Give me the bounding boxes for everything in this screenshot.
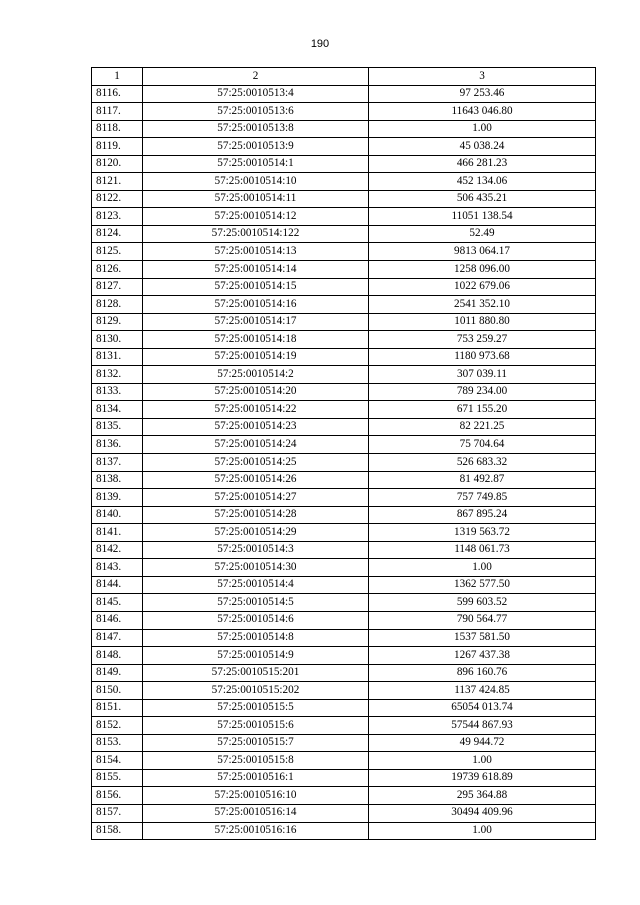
table-row: [92, 454, 596, 472]
row-number-cell: 8139.: [92, 489, 143, 507]
row-number-cell: 8155.: [92, 769, 143, 787]
row-number-cell: 8156.: [92, 787, 143, 805]
cadastral-number-cell: 57:25:0010514:6: [143, 611, 369, 629]
cadastral-number-cell: 57:25:0010514:17: [143, 313, 369, 331]
table-row: [92, 769, 596, 787]
row-number-cell: 8153.: [92, 734, 143, 752]
table-row: [92, 682, 596, 700]
table-row: [92, 173, 596, 191]
row-number-cell: 8123.: [92, 208, 143, 226]
column-header-2: 2: [143, 68, 369, 86]
table-row: [92, 699, 596, 717]
cadastral-number-cell: 57:25:0010515:201: [143, 664, 369, 682]
cadastral-number-cell: 57:25:0010515:5: [143, 699, 369, 717]
cadastral-value-cell: 52.49: [369, 225, 596, 243]
cadastral-value-cell: 45 038.24: [369, 138, 596, 156]
cadastral-number-cell: 57:25:0010514:12: [143, 208, 369, 226]
cadastral-number-cell: 57:25:0010514:29: [143, 524, 369, 542]
cadastral-value-cell: 1.00: [369, 822, 596, 840]
cadastral-value-cell: 307 039.11: [369, 366, 596, 384]
table-row: [92, 401, 596, 419]
row-number-cell: 8129.: [92, 313, 143, 331]
row-number-cell: 8147.: [92, 629, 143, 647]
header-row: [92, 68, 596, 86]
row-number-cell: 8157.: [92, 804, 143, 822]
cadastral-value-cell: 65054 013.74: [369, 699, 596, 717]
row-number-cell: 8124.: [92, 225, 143, 243]
column-header-1: 1: [92, 68, 143, 86]
row-number-cell: 8125.: [92, 243, 143, 261]
table-row: [92, 103, 596, 121]
table-row: [92, 752, 596, 770]
cadastral-number-cell: 57:25:0010514:8: [143, 629, 369, 647]
row-number-cell: 8119.: [92, 138, 143, 156]
cadastral-value-cell: 30494 409.96: [369, 804, 596, 822]
cadastral-value-cell: 1.00: [369, 120, 596, 138]
cadastral-value-cell: 671 155.20: [369, 401, 596, 419]
cadastral-number-cell: 57:25:0010516:14: [143, 804, 369, 822]
page-number: 190: [310, 38, 330, 50]
cadastral-value-cell: 896 160.76: [369, 664, 596, 682]
table-body: [92, 85, 596, 840]
cadastral-number-cell: 57:25:0010513:4: [143, 85, 369, 103]
row-number-cell: 8132.: [92, 366, 143, 384]
table-row: [92, 489, 596, 507]
row-number-cell: 8151.: [92, 699, 143, 717]
cadastral-value-cell: 19739 618.89: [369, 769, 596, 787]
row-number-cell: 8144.: [92, 576, 143, 594]
table-row: [92, 243, 596, 261]
row-number-cell: 8127.: [92, 278, 143, 296]
cadastral-value-cell: 295 364.88: [369, 787, 596, 805]
row-number-cell: 8136.: [92, 436, 143, 454]
cadastral-value-cell: 1.00: [369, 752, 596, 770]
cadastral-number-cell: 57:25:0010514:20: [143, 383, 369, 401]
cadastral-value-cell: 97 253.46: [369, 85, 596, 103]
cadastral-value-cell: 867 895.24: [369, 506, 596, 524]
row-number-cell: 8133.: [92, 383, 143, 401]
row-number-cell: 8143.: [92, 559, 143, 577]
cadastral-value-cell: 1319 563.72: [369, 524, 596, 542]
cadastral-number-cell: 57:25:0010514:5: [143, 594, 369, 612]
cadastral-number-cell: 57:25:0010514:28: [143, 506, 369, 524]
cadastral-value-table: [91, 67, 596, 840]
row-number-cell: 8158.: [92, 822, 143, 840]
cadastral-number-cell: 57:25:0010515:202: [143, 682, 369, 700]
cadastral-value-cell: 82 221.25: [369, 418, 596, 436]
table-row: [92, 436, 596, 454]
table-row: [92, 822, 596, 840]
cadastral-number-cell: 57:25:0010514:15: [143, 278, 369, 296]
row-number-cell: 8118.: [92, 120, 143, 138]
cadastral-value-cell: 75 704.64: [369, 436, 596, 454]
cadastral-value-cell: 1180 973.68: [369, 348, 596, 366]
cadastral-value-cell: 452 134.06: [369, 173, 596, 191]
table-row: [92, 190, 596, 208]
cadastral-number-cell: 57:25:0010516:10: [143, 787, 369, 805]
table-row: [92, 804, 596, 822]
table-row: [92, 85, 596, 103]
row-number-cell: 8142.: [92, 541, 143, 559]
cadastral-number-cell: 57:25:0010513:6: [143, 103, 369, 121]
row-number-cell: 8137.: [92, 454, 143, 472]
cadastral-number-cell: 57:25:0010515:7: [143, 734, 369, 752]
table-row: [92, 594, 596, 612]
row-number-cell: 8134.: [92, 401, 143, 419]
table-row: [92, 559, 596, 577]
table-row: [92, 366, 596, 384]
table-row: [92, 208, 596, 226]
cadastral-value-cell: 57544 867.93: [369, 717, 596, 735]
table-row: [92, 471, 596, 489]
cadastral-number-cell: 57:25:0010516:1: [143, 769, 369, 787]
table-row: [92, 541, 596, 559]
cadastral-value-cell: 466 281.23: [369, 155, 596, 173]
row-number-cell: 8141.: [92, 524, 143, 542]
table-row: [92, 664, 596, 682]
table-row: [92, 629, 596, 647]
cadastral-number-cell: 57:25:0010515:8: [143, 752, 369, 770]
cadastral-number-cell: 57:25:0010514:26: [143, 471, 369, 489]
row-number-cell: 8128.: [92, 296, 143, 314]
table-row: [92, 717, 596, 735]
cadastral-number-cell: 57:25:0010514:11: [143, 190, 369, 208]
cadastral-value-cell: 526 683.32: [369, 454, 596, 472]
row-number-cell: 8138.: [92, 471, 143, 489]
cadastral-value-cell: 81 492.87: [369, 471, 596, 489]
cadastral-number-cell: 57:25:0010514:19: [143, 348, 369, 366]
row-number-cell: 8148.: [92, 647, 143, 665]
cadastral-value-cell: 1.00: [369, 559, 596, 577]
table-row: [92, 506, 596, 524]
row-number-cell: 8121.: [92, 173, 143, 191]
row-number-cell: 8120.: [92, 155, 143, 173]
cadastral-value-cell: 790 564.77: [369, 611, 596, 629]
cadastral-value-cell: 1258 096.00: [369, 261, 596, 279]
cadastral-value-cell: 1148 061.73: [369, 541, 596, 559]
cadastral-number-cell: 57:25:0010514:18: [143, 331, 369, 349]
cadastral-value-cell: 753 259.27: [369, 331, 596, 349]
table-row: [92, 261, 596, 279]
cadastral-number-cell: 57:25:0010516:16: [143, 822, 369, 840]
cadastral-number-cell: 57:25:0010514:2: [143, 366, 369, 384]
cadastral-number-cell: 57:25:0010514:30: [143, 559, 369, 577]
cadastral-value-cell: 757 749.85: [369, 489, 596, 507]
row-number-cell: 8152.: [92, 717, 143, 735]
table-row: [92, 418, 596, 436]
row-number-cell: 8135.: [92, 418, 143, 436]
cadastral-value-cell: 599 603.52: [369, 594, 596, 612]
table-row: [92, 155, 596, 173]
row-number-cell: 8145.: [92, 594, 143, 612]
row-number-cell: 8146.: [92, 611, 143, 629]
table-row: [92, 734, 596, 752]
cadastral-number-cell: 57:25:0010514:9: [143, 647, 369, 665]
column-header-3: 3: [369, 68, 596, 86]
table-row: [92, 647, 596, 665]
cadastral-value-cell: 49 944.72: [369, 734, 596, 752]
row-number-cell: 8130.: [92, 331, 143, 349]
table-row: [92, 787, 596, 805]
table-row: [92, 348, 596, 366]
table-row: [92, 611, 596, 629]
table-row: [92, 296, 596, 314]
cadastral-value-cell: 1022 679.06: [369, 278, 596, 296]
cadastral-value-cell: 11051 138.54: [369, 208, 596, 226]
table-row: [92, 313, 596, 331]
cadastral-number-cell: 57:25:0010513:8: [143, 120, 369, 138]
cadastral-number-cell: 57:25:0010514:25: [143, 454, 369, 472]
cadastral-value-cell: 1537 581.50: [369, 629, 596, 647]
cadastral-value-cell: 506 435.21: [369, 190, 596, 208]
cadastral-value-cell: 789 234.00: [369, 383, 596, 401]
cadastral-value-cell: 1011 880.80: [369, 313, 596, 331]
cadastral-value-cell: 1362 577.50: [369, 576, 596, 594]
row-number-cell: 8150.: [92, 682, 143, 700]
cadastral-number-cell: 57:25:0010514:3: [143, 541, 369, 559]
cadastral-value-cell: 1267 437.38: [369, 647, 596, 665]
table-row: [92, 278, 596, 296]
cadastral-number-cell: 57:25:0010513:9: [143, 138, 369, 156]
cadastral-number-cell: 57:25:0010515:6: [143, 717, 369, 735]
table-row: [92, 576, 596, 594]
table-row: [92, 225, 596, 243]
table-row: [92, 138, 596, 156]
cadastral-number-cell: 57:25:0010514:14: [143, 261, 369, 279]
table-header: [92, 68, 596, 86]
row-number-cell: 8140.: [92, 506, 143, 524]
row-number-cell: 8131.: [92, 348, 143, 366]
cadastral-number-cell: 57:25:0010514:27: [143, 489, 369, 507]
cadastral-number-cell: 57:25:0010514:23: [143, 418, 369, 436]
cadastral-value-cell: 9813 064.17: [369, 243, 596, 261]
cadastral-number-cell: 57:25:0010514:22: [143, 401, 369, 419]
table-row: [92, 383, 596, 401]
cadastral-value-cell: 2541 352.10: [369, 296, 596, 314]
row-number-cell: 8126.: [92, 261, 143, 279]
table-row: [92, 524, 596, 542]
cadastral-number-cell: 57:25:0010514:1: [143, 155, 369, 173]
cadastral-number-cell: 57:25:0010514:122: [143, 225, 369, 243]
row-number-cell: 8149.: [92, 664, 143, 682]
cadastral-number-cell: 57:25:0010514:4: [143, 576, 369, 594]
cadastral-value-cell: 11643 046.80: [369, 103, 596, 121]
row-number-cell: 8122.: [92, 190, 143, 208]
cadastral-number-cell: 57:25:0010514:16: [143, 296, 369, 314]
row-number-cell: 8154.: [92, 752, 143, 770]
row-number-cell: 8117.: [92, 103, 143, 121]
cadastral-number-cell: 57:25:0010514:10: [143, 173, 369, 191]
row-number-cell: 8116.: [92, 85, 143, 103]
cadastral-number-cell: 57:25:0010514:13: [143, 243, 369, 261]
table-row: [92, 331, 596, 349]
cadastral-number-cell: 57:25:0010514:24: [143, 436, 369, 454]
table-row: [92, 120, 596, 138]
cadastral-value-cell: 1137 424.85: [369, 682, 596, 700]
